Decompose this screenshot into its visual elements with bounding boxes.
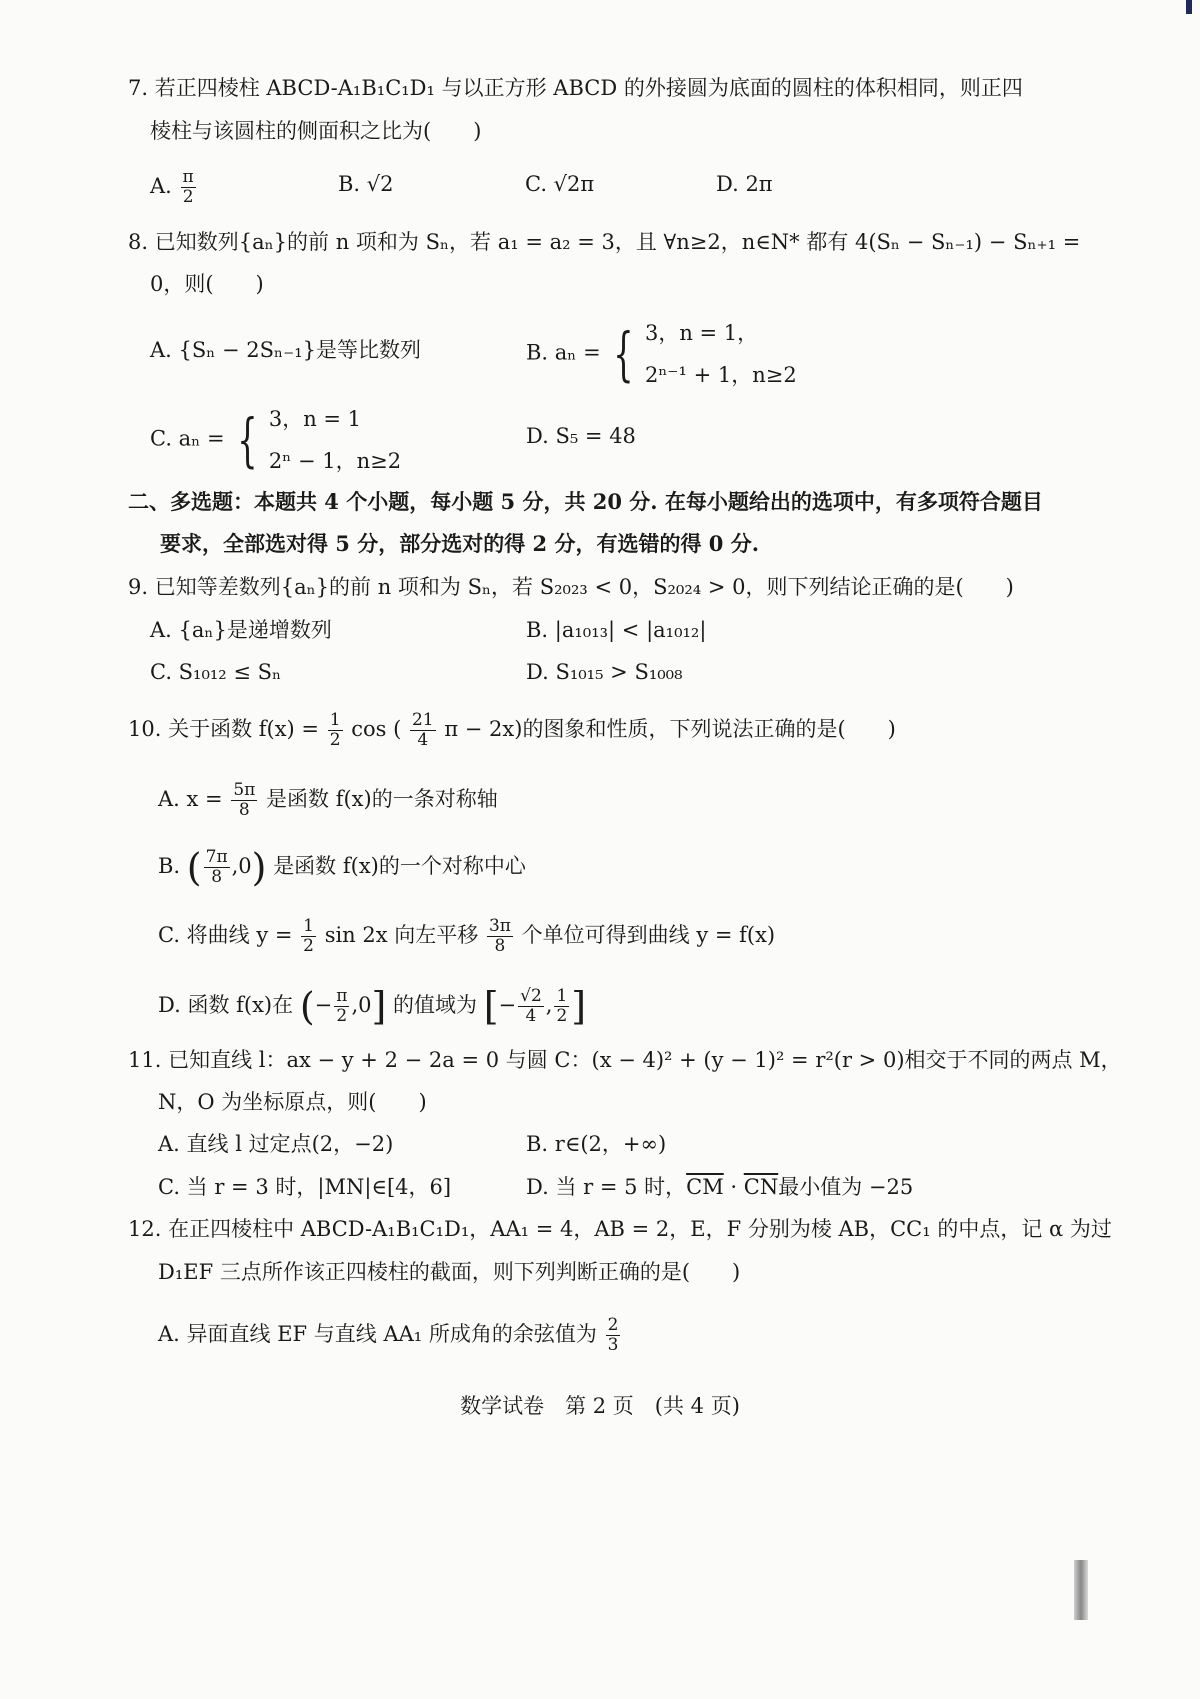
q8-stem-line2: 0，则( ) — [150, 272, 264, 296]
page-footer: 数学试卷 第 2 页 (共 4 页) — [460, 1394, 740, 1418]
q11-option-d: D. 当 r = 5 时，$\overline{CM} \cdot \overline{CN}$最小值为 −25 — [526, 1175, 914, 1199]
q8-stem-line1: 8. 已知数列{aₙ}的前 n 项和为 Sₙ，若 a₁ = a₂ = 3，且 ∀n≥2，n∈N* 都有 4(Sₙ − Sₙ₋₁) − Sₙ₊₁ = — [128, 230, 1081, 254]
q12-stem-line2: D₁EF 三点所作该正四棱柱的截面，则下列判断正确的是( ) — [158, 1260, 741, 1284]
scan-smudge — [1074, 1560, 1088, 1620]
q11-option-a: A. 直线 l 过定点(2，−2) — [158, 1132, 394, 1156]
q9-stem: 9. 已知等差数列{aₙ}的前 n 项和为 Sₙ，若 S₂₀₂₃ < 0，S₂₀₂₄ > 0，则下列结论正确的是( ) — [128, 575, 1014, 599]
q10-option-d: D. 函数 f(x)在 (− $\frac{\pi}{2}$ ,0] 的值域为 [− $\frac{√2}{4}$ , $\frac{1}{2}$ ] — [158, 984, 587, 1029]
q8-option-c: C. aₙ = { 3，n = 1 2ⁿ − 1，n≥2 — [150, 406, 402, 474]
q10-option-a: A. x = $\frac{5\pi}{8}$ 是函数 f(x)的一条对称轴 — [158, 780, 498, 820]
section2-heading-line2: 要求，全部选对得 5 分，部分选对的得 2 分，有选错的得 0 分. — [160, 531, 760, 556]
q7-option-a: A. $\frac{\pi}{2}$ — [150, 167, 194, 207]
scan-edge-mark — [1186, 0, 1192, 14]
q12-option-a: A. 异面直线 EF 与直线 AA₁ 所成角的余弦值为 $\frac{2}{3}$ — [158, 1315, 619, 1355]
q11-option-b: B. r∈(2，+∞) — [526, 1132, 667, 1156]
q10-option-b: B. ( $\frac{7\pi}{8}$ ,0) 是函数 f(x)的一个对称中心 — [158, 845, 526, 890]
q9-option-b: B. |a₁₀₁₃| < |a₁₀₁₂| — [526, 618, 707, 642]
q8-option-d: D. S₅ = 48 — [526, 424, 636, 448]
q11-stem-line2: N，O 为坐标原点，则( ) — [158, 1090, 427, 1114]
q12-stem-line1: 12. 在正四棱柱中 ABCD-A₁B₁C₁D₁，AA₁ = 4，AB = 2，E，F 分别为棱 AB，CC₁ 的中点，记 α 为过 — [128, 1217, 1112, 1241]
q7-stem-line1: 7. 若正四棱柱 ABCD-A₁B₁C₁D₁ 与以正方形 ABCD 的外接圆为底面的圆柱的体积相同，则正四 — [128, 76, 1023, 100]
section2-heading-line1: 二、多选题：本题共 4 个小题，每小题 5 分，共 20 分. 在每小题给出的选项中，有多项符合题目 — [128, 489, 1043, 514]
q11-option-c: C. 当 r = 3 时，|MN|∈[4，6] — [158, 1175, 452, 1199]
q10-option-c: C. 将曲线 y = $\frac{1}{2}$ sin 2x 向左平移 $\frac{3\pi}{8}$ 个单位可得到曲线 y = f(x) — [158, 916, 776, 956]
q9-option-c: C. S₁₀₁₂ ≤ Sₙ — [150, 660, 282, 684]
q7-option-b: B. √2 — [338, 172, 394, 196]
q7-option-c: C. √2π — [525, 172, 595, 196]
q8-option-a: A. {Sₙ − 2Sₙ₋₁}是等比数列 — [150, 338, 421, 362]
q7-stem-line2: 棱柱与该圆柱的侧面积之比为( ) — [150, 119, 482, 143]
q7-option-d: D. 2π — [716, 172, 773, 196]
q9-option-d: D. S₁₀₁₅ > S₁₀₀₈ — [526, 660, 683, 684]
q9-option-a: A. {aₙ}是递增数列 — [150, 618, 332, 642]
q8-option-b: B. aₙ = { 3，n = 1， 2ⁿ⁻¹ + 1，n≥2 — [526, 320, 797, 388]
q11-stem-line1: 11. 已知直线 l：ax − y + 2 − 2a = 0 与圆 C：(x − 4)² + (y − 1)² = r²(r > 0)相交于不同的两点 M， — [128, 1048, 1122, 1072]
q10-stem: 10. 关于函数 f(x) = $\frac{1}{2}$ cos ( $\frac{21}{4}$ π − 2x)的图象和性质，下列说法正确的是( ) — [128, 710, 896, 750]
